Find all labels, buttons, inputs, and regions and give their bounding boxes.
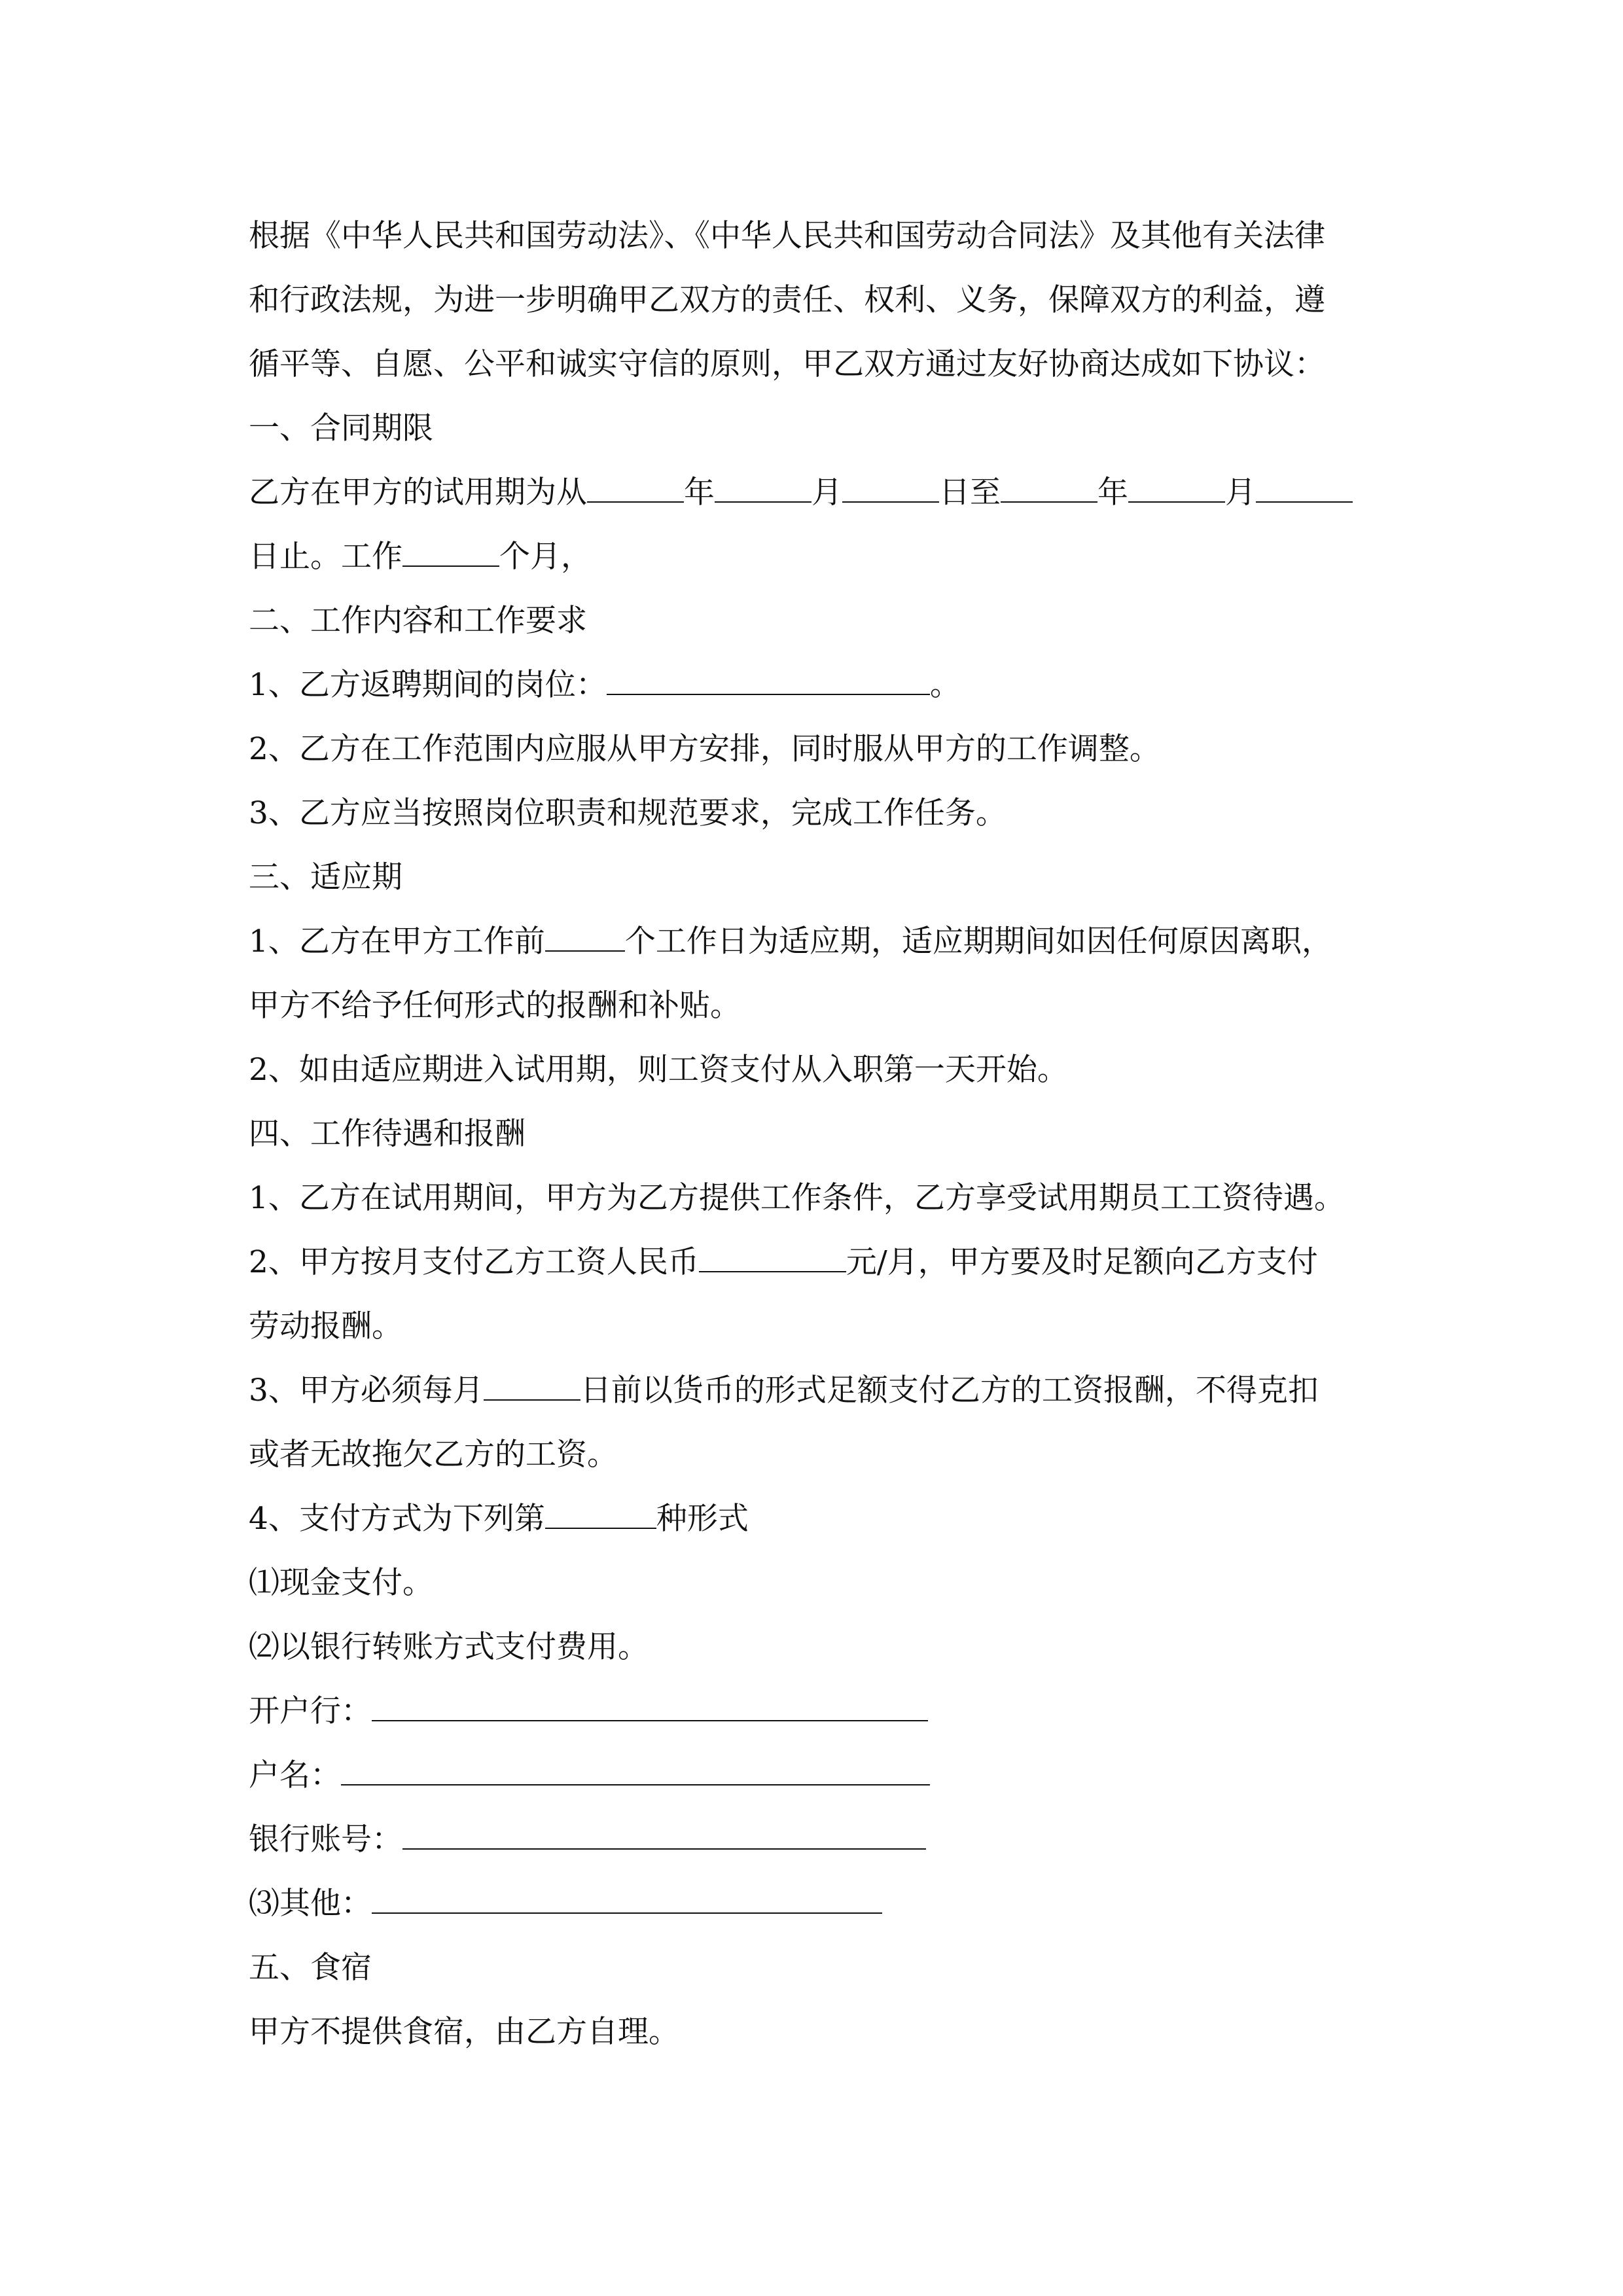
payment-method-blank <box>545 1494 656 1529</box>
bank-label: 开户行： <box>249 1693 372 1729</box>
clause-line: 1、乙方在试用期间，甲方为乙方提供工作条件，乙方享受试用期员工工资待遇。 <box>249 1180 1345 1216</box>
section-heading: 五、食宿 <box>249 1950 372 1986</box>
year-blank <box>587 467 684 503</box>
other-line <box>249 1872 1400 1936</box>
clause-line: ⑵以银行转账方式支付费用。 <box>249 1629 649 1665</box>
clause-line: ⑴现金支付。 <box>249 1565 433 1601</box>
text-segment: 3、甲方必须每月 <box>249 1372 484 1408</box>
text-segment: 月 <box>1225 475 1256 511</box>
clause-line: 2、乙方在工作范围内应服从甲方安排，同时服从甲方的工作调整。 <box>249 731 1160 767</box>
clause-line: 2、如由适应期进入试用期，则工资支付从入职第一天开始。 <box>249 1052 1068 1088</box>
text-segment: 日至 <box>939 475 1001 511</box>
text-segment: 2、甲方按月支付乙方工资人民币 <box>249 1244 699 1280</box>
trial-period-line <box>249 525 1400 589</box>
account-name-label: 户名： <box>249 1757 341 1793</box>
intro-line: 循平等、自愿、公平和诚实守信的原则，甲乙双方通过友好协商达成如下协议： <box>249 346 1325 382</box>
clause-line: 甲方不提供食宿，由乙方自理。 <box>249 2014 679 2050</box>
clause-line <box>249 1230 1400 1295</box>
text-segment: 。 <box>929 667 961 703</box>
months-blank <box>402 531 499 567</box>
text-segment: 日止。工作 <box>249 539 402 575</box>
clause-line: 3、乙方应当按照岗位职责和规范要求，完成工作任务。 <box>249 795 1007 831</box>
other-label: ⑶其他： <box>249 1886 372 1922</box>
text-segment: 年 <box>1097 475 1128 511</box>
clause-line: 或者无故拖欠乙方的工资。 <box>249 1437 618 1473</box>
clause-line <box>249 910 1400 974</box>
day-blank <box>842 467 939 503</box>
salary-blank <box>699 1237 846 1272</box>
account-name-line <box>249 1744 1400 1808</box>
account-number-blank <box>402 1814 926 1850</box>
section-heading: 二、工作内容和工作要求 <box>249 603 587 639</box>
position-blank <box>607 660 930 695</box>
text-segment: 1、乙方返聘期间的岗位： <box>249 667 607 703</box>
day-blank <box>1256 467 1353 503</box>
section-heading: 三、适应期 <box>249 859 402 895</box>
month-blank <box>1128 467 1225 503</box>
intro-line: 和行政法规，为进一步明确甲乙双方的责任、权利、义务，保障双方的利益，遵 <box>249 282 1325 318</box>
account-number-label: 银行账号： <box>249 1821 402 1857</box>
clause-line <box>249 653 1400 717</box>
text-segment: 乙方在甲方的试用期为从 <box>249 475 587 511</box>
bank-line <box>249 1679 1400 1744</box>
clause-line <box>249 1359 1400 1423</box>
text-segment: 日前以货币的形式足额支付乙方的工资报酬，不得克扣 <box>580 1372 1319 1408</box>
text-segment: 1、乙方在甲方工作前 <box>249 924 545 960</box>
clause-line <box>249 1487 1400 1551</box>
other-blank <box>372 1878 882 1914</box>
section-heading: 一、合同期限 <box>249 410 433 446</box>
text-segment: 月 <box>812 475 842 511</box>
bank-blank <box>372 1686 928 1721</box>
document-body <box>249 204 1400 2064</box>
intro-line: 根据《中华人民共和国劳动法》、《中华人民共和国劳动合同法》及其他有关法律 <box>249 218 1325 254</box>
payday-blank <box>484 1365 580 1401</box>
month-blank <box>715 467 812 503</box>
clause-line: 甲方不给予任何形式的报酬和补贴。 <box>249 988 741 1024</box>
text-segment: 个工作日为适应期，适应期期间如因任何原因离职， <box>624 924 1332 960</box>
trial-period-line <box>249 461 1400 525</box>
text-segment: 个月， <box>499 539 592 575</box>
year-blank <box>1001 467 1097 503</box>
workdays-blank <box>545 916 625 952</box>
account-name-blank <box>341 1750 930 1785</box>
text-segment: 元/月，甲方要及时足额向乙方支付 <box>846 1244 1318 1280</box>
text-segment: 种形式 <box>656 1501 749 1537</box>
text-segment: 4、支付方式为下列第 <box>249 1501 545 1537</box>
section-heading: 四、工作待遇和报酬 <box>249 1116 526 1152</box>
clause-line: 劳动报酬。 <box>249 1308 402 1344</box>
text-segment: 年 <box>684 475 715 511</box>
account-number-line <box>249 1808 1400 1872</box>
